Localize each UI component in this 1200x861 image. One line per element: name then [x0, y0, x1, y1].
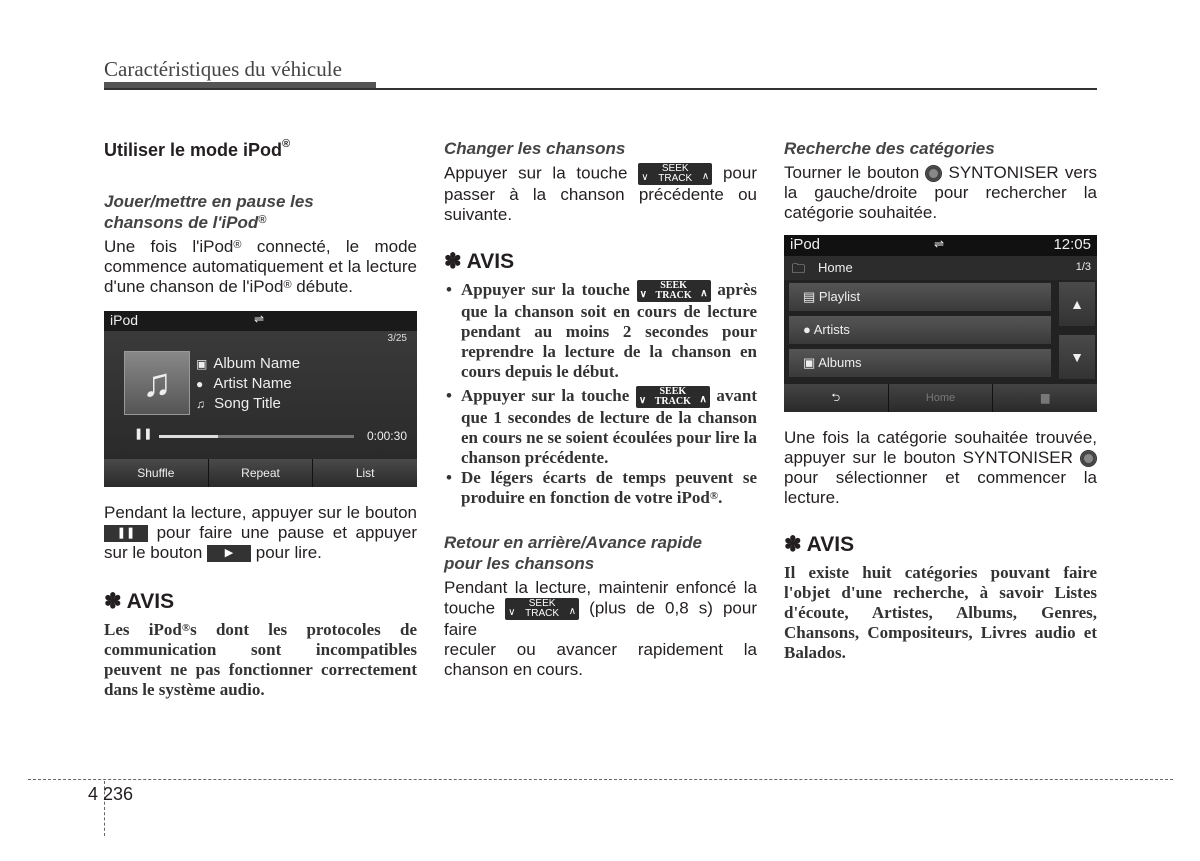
seek-track-key-icon: ∨ SEEK TRACK ∧: [638, 163, 712, 185]
album-icon: ▣: [196, 357, 208, 371]
subheading-play-pause: Jouer/mettre en pause les chansons de l'iPod®: [104, 192, 314, 232]
tune-knob-icon: [925, 165, 942, 182]
track-count: 3/25: [387, 333, 407, 344]
avis-bullet: • Appuyer sur la touche ∨ SEEK TRACK ∧ avant que 1 secondes de lecture de la chanson en cours ne se soient écoulées pour lire la chanson précédente.: [444, 386, 757, 468]
playlist-icon: ▤: [803, 289, 816, 304]
album-name-row: ▣ Album Name: [196, 355, 301, 372]
section-title: Utiliser le mode iPod®: [104, 138, 291, 160]
artist-name-row: ● Artist Name: [196, 375, 292, 392]
page-indicator: 1/3: [1075, 261, 1091, 273]
column-1: [104, 138, 417, 700]
repeat-button[interactable]: Repeat: [209, 459, 314, 487]
artist-icon: ●: [803, 322, 811, 337]
pause-button-glyph: ❚❚: [104, 525, 148, 542]
album-icon: ▣: [803, 355, 816, 370]
paragraph-change-songs: Appuyer sur la touche ∨ SEEK TRACK ∧ pour passer à la chanson précédente ou suivante.: [444, 163, 757, 224]
subheading-change-songs: Changer les chansons: [444, 139, 626, 158]
column-2: [444, 138, 757, 680]
seek-track-key-icon: ∨ SEEK TRACK ∧: [637, 280, 711, 302]
ipod-category-screen: [784, 235, 1097, 412]
folder-button[interactable]: ▆: [993, 384, 1097, 412]
screen-button-bar: [104, 459, 417, 487]
avis-heading: ✽ AVIS: [104, 590, 175, 613]
seek-track-key-icon: ∨ SEEK TRACK ∧: [636, 386, 710, 408]
list-item-playlist[interactable]: ▤ Playlist: [788, 282, 1052, 312]
paragraph-select-category: Une fois la catégorie souhaitée trouvée, appuyer sur le bouton SYNTONISER pour sélectionner et commencer la lecture.: [784, 428, 1097, 507]
column-3: [784, 138, 1097, 663]
home-button[interactable]: Home: [889, 384, 994, 412]
progress-bar[interactable]: [159, 435, 354, 438]
folder-open-icon: 🗀: [792, 261, 806, 276]
avis-text: Il existe huit catégories pouvant faire l'objet d'une recherche, à savoir Listes d'écoute, Artistes, Albums, Genres, Chansons, Compositeurs, Livres audio et Balados.: [784, 563, 1097, 662]
song-title-row: ♫ Song Title: [196, 395, 281, 412]
list-item-artists[interactable]: ● Artists: [788, 315, 1052, 345]
subheading-rewind-ff: Retour en arrière/Avance rapide pour les chansons: [444, 533, 702, 574]
screen-status-bar: [104, 311, 417, 331]
album-art-note-icon: ♫: [124, 351, 190, 415]
avis-heading: ✽ AVIS: [444, 250, 515, 273]
tune-knob-icon: [1080, 450, 1097, 467]
header-rule: [104, 88, 1097, 90]
screen-status-bar: [784, 235, 1097, 256]
usb-icon: ⇌: [934, 237, 945, 251]
clock: 12:05: [1053, 236, 1091, 253]
usb-icon: ⇌: [254, 312, 265, 326]
paragraph-turn-knob: Tourner le bouton SYNTONISER vers la gauche/droite pour rechercher la catégorie souhaitée.: [784, 163, 1097, 222]
avis-heading: ✽ AVIS: [784, 533, 855, 556]
ipod-playback-screen: [104, 311, 417, 487]
shuffle-button[interactable]: Shuffle: [104, 459, 209, 487]
pause-icon[interactable]: ❚❚: [134, 428, 153, 440]
paragraph-connect: Une fois l'iPod® connecté, le mode commence automatiquement et la lecture d'une chanson de l'iPod® débute.: [104, 237, 417, 296]
paragraph-rewind-ff: Pendant la lecture, maintenir enfoncé la touche ∨ SEEK TRACK ∧ (plus de 0,8 s) pour faire reculer ou avancer rapidement la chanson en cours.: [444, 578, 757, 680]
avis-bullet-list: [444, 280, 757, 508]
scroll-down-button[interactable]: ▼: [1059, 335, 1095, 379]
progress-fill: [159, 435, 218, 438]
play-button-glyph: ▶: [207, 545, 251, 562]
seek-track-key-icon: ∨ SEEK TRACK ∧: [505, 598, 579, 620]
screen-body: [104, 331, 417, 459]
screen-title: iPod: [790, 236, 821, 253]
footer-rule: [28, 779, 1173, 780]
list-button[interactable]: List: [313, 459, 417, 487]
page-number: 4 236: [88, 784, 134, 804]
back-button[interactable]: ⮌: [784, 384, 889, 412]
paragraph-pause-play: Pendant la lecture, appuyer sur le bouton ❚❚ pour faire une pause et appuyer sur le bouton ▶ pour lire.: [104, 503, 417, 562]
avis-text: Les iPod®s dont les protocoles de communication sont incompatibles peuvent ne pas fonctionner correctement dans le système audio.: [104, 620, 418, 699]
avis-bullet: • Appuyer sur la touche ∨ SEEK TRACK ∧ après que la chanson soit en cours de lecture pendant au moins 2 secondes pour reprendre la lecture de la chanson en cours depuis le début.: [444, 280, 757, 382]
screen-title: iPod: [110, 312, 139, 328]
screen-button-bar: [784, 384, 1097, 412]
subheading-category-search: Recherche des catégories: [784, 139, 995, 158]
scroll-up-button[interactable]: ▲: [1059, 282, 1095, 326]
breadcrumb-home[interactable]: 🗀 Home 1/3: [784, 256, 1097, 280]
artist-icon: ●: [196, 377, 204, 391]
elapsed-time: 0:00:30: [366, 429, 407, 443]
header-title: Caractéristiques du véhicule: [104, 57, 342, 81]
song-icon: ♫: [196, 397, 205, 411]
list-item-albums[interactable]: ▣ Albums: [788, 348, 1052, 378]
avis-bullet: • De légers écarts de temps peuvent se produire en fonction de votre iPod®.: [444, 468, 757, 508]
